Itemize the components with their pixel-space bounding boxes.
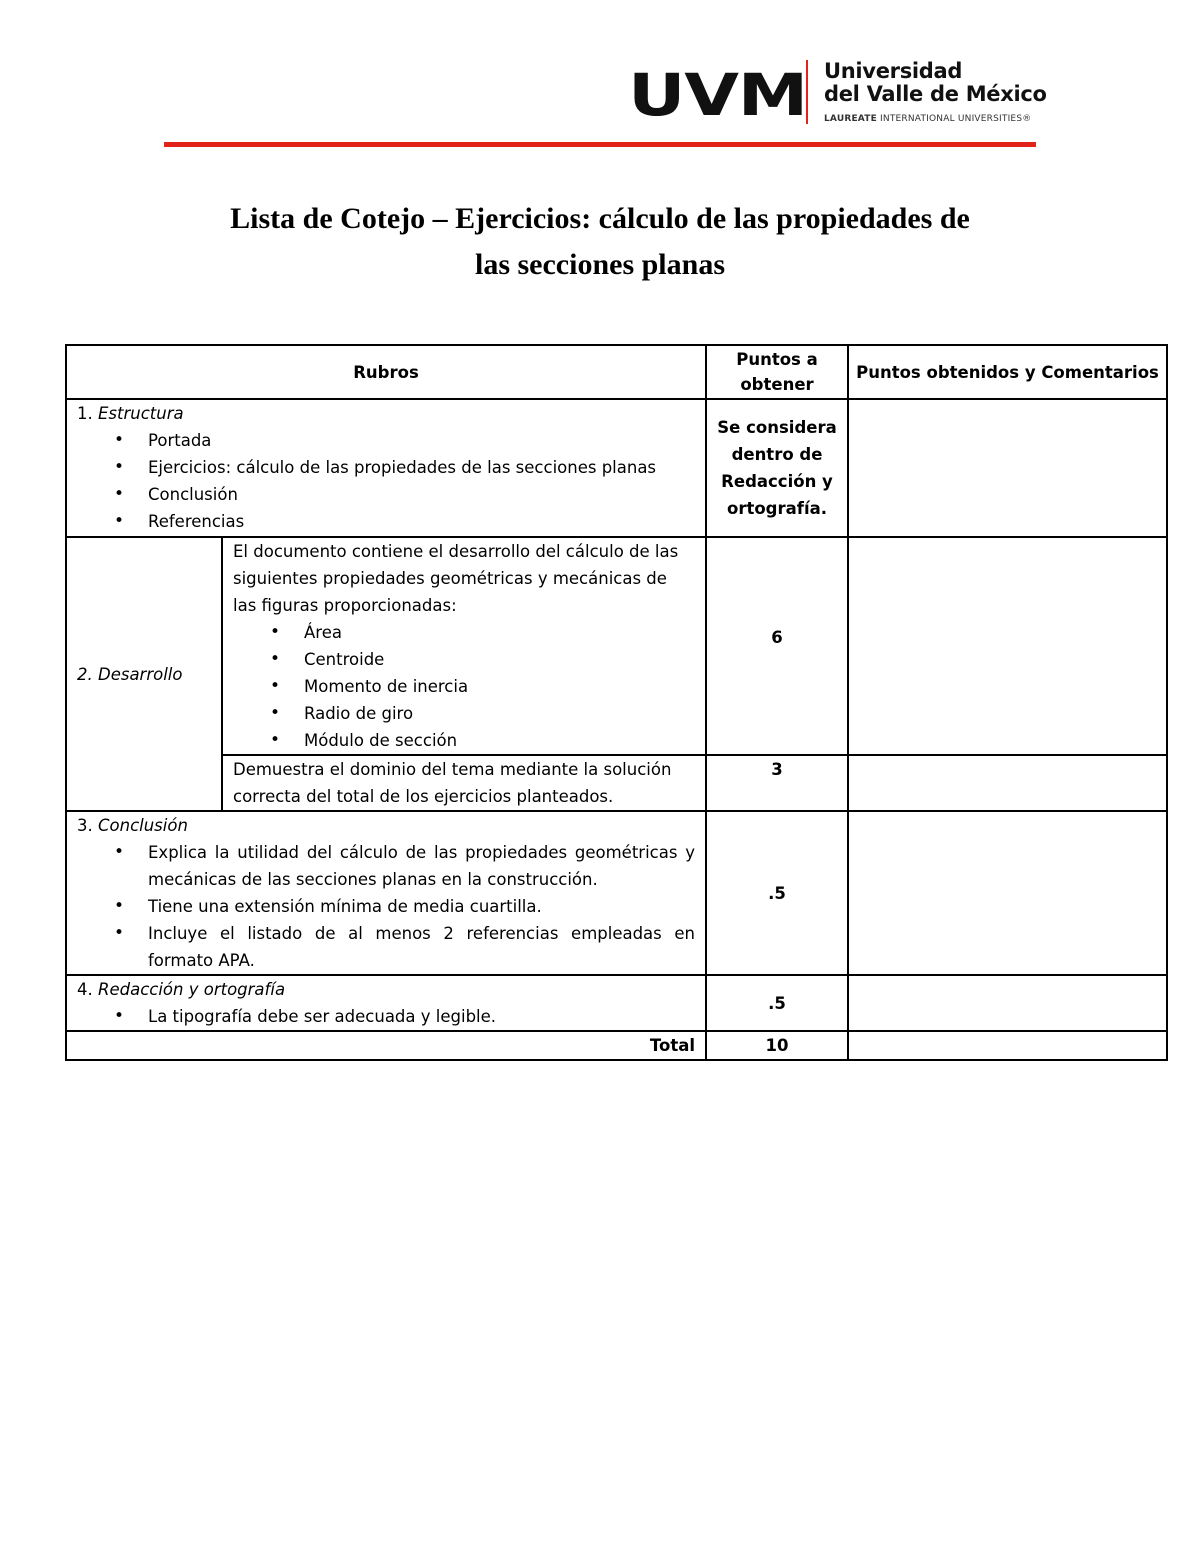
header-red-rule: [164, 142, 1036, 147]
total-comments[interactable]: [848, 1031, 1167, 1060]
logo-line-2: del Valle de México: [824, 82, 1047, 106]
estructura-comments[interactable]: [848, 399, 1167, 537]
redaccion-number: 4.: [77, 980, 98, 999]
redaccion-cell: [66, 975, 706, 1031]
conclusion-comments[interactable]: [848, 811, 1167, 975]
title-line-2: las secciones planas: [474, 248, 726, 281]
list-item: • Centroide: [233, 646, 695, 673]
redaccion-list: [77, 1003, 695, 1030]
list-item: • La tipografía debe ser adecuada y legible.: [77, 1003, 695, 1030]
list-item: • Conclusión: [77, 481, 695, 508]
redaccion-title-text: Redacción y ortografía: [98, 980, 286, 999]
row-estructura: [66, 399, 1167, 537]
list-item: • Área: [233, 619, 695, 646]
table-header-row: [66, 345, 1167, 399]
desarrollo-text-1: El documento contiene el desarrollo del cálculo de las siguientes propiedades geométricas y mecánicas de las figuras proporcionadas:: [233, 542, 679, 615]
logo-tagline: [824, 113, 1047, 125]
title-line-1: Lista de Cotejo – Ejercicios: cálculo de las propiedades de: [230, 202, 970, 235]
row-desarrollo-1: [66, 537, 1167, 755]
desarrollo-comments-1[interactable]: [848, 537, 1167, 755]
desarrollo-cell-1: [222, 537, 706, 755]
list-item: • Radio de giro: [233, 700, 695, 727]
list-item: • Portada: [77, 427, 695, 454]
redaccion-points: .5: [706, 975, 848, 1031]
redaccion-title: [77, 976, 695, 1003]
conclusion-points: .5: [706, 811, 848, 975]
conclusion-number: 3.: [77, 816, 98, 835]
logo-wordmark: [824, 60, 1047, 125]
list-item: • Ejercicios: cálculo de las propiedades de las secciones planas: [77, 454, 695, 481]
list-item: • Explica la utilidad del cálculo de las propiedades geométricas y mecánicas de las secciones planas en la construcción.: [77, 839, 695, 893]
header-rubros: Rubros: [66, 345, 706, 399]
logo-tag-rest: INTERNATIONAL UNIVERSITIES®: [876, 114, 1032, 124]
estructura-number: 1.: [77, 404, 98, 423]
desarrollo-comments-2[interactable]: [848, 755, 1167, 811]
estructura-cell: [66, 399, 706, 537]
desarrollo-points-1: 6: [706, 537, 848, 755]
desarrollo-points-2: 3: [706, 755, 848, 811]
estructura-points: Se considera dentro de Redacción y ortografía.: [706, 399, 848, 537]
total-label: Total: [66, 1031, 706, 1060]
desarrollo-text-2: Demuestra el dominio del tema mediante la solución correcta del total de los ejercicios planteados.: [222, 755, 706, 811]
list-item: • Tiene una extensión mínima de media cuartilla.: [77, 893, 695, 920]
conclusion-title: [77, 812, 695, 839]
total-points: 10: [706, 1031, 848, 1060]
row-total: [66, 1031, 1167, 1060]
conclusion-cell: [66, 811, 706, 975]
list-item: • Momento de inercia: [233, 673, 695, 700]
row-conclusion: [66, 811, 1167, 975]
page-title: [120, 196, 1080, 288]
estructura-title: [77, 400, 695, 427]
estructura-list: [77, 427, 695, 535]
list-item: • Referencias: [77, 508, 695, 535]
logo-tag-bold: LAUREATE: [824, 114, 877, 124]
row-desarrollo-2: [66, 755, 1167, 811]
desarrollo-list: [233, 619, 695, 754]
estructura-title-text: Estructura: [98, 404, 184, 423]
logo-line-1: Universidad: [824, 59, 963, 83]
header-puntos: Puntos a obtener: [706, 345, 848, 399]
logo-mark: UVM: [628, 61, 807, 129]
header-obtenidos: Puntos obtenidos y Comentarios: [848, 345, 1167, 399]
desarrollo-label: 2. Desarrollo: [66, 537, 222, 811]
redaccion-comments[interactable]: [848, 975, 1167, 1031]
conclusion-list: [77, 839, 695, 974]
conclusion-title-text: Conclusión: [98, 816, 188, 835]
list-item: • Módulo de sección: [233, 727, 695, 754]
row-redaccion: [66, 975, 1167, 1031]
uvm-logo: [628, 60, 1047, 128]
checklist-table: [65, 344, 1168, 1061]
list-item: • Incluye el listado de al menos 2 referencias empleadas en formato APA.: [77, 920, 695, 974]
